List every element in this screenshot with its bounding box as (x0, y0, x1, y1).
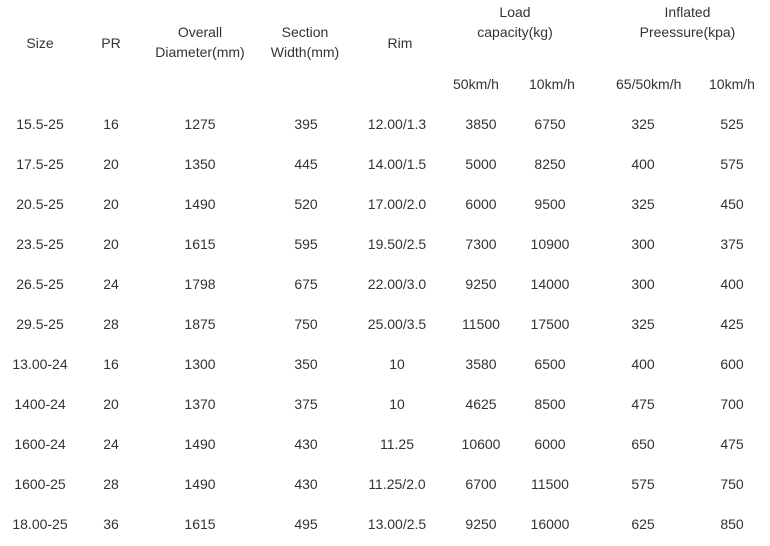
cell-rim: 13.00/2.5 (367, 516, 427, 532)
cell-pressure-10kmh: 600 (720, 356, 744, 372)
cell-load-10kmh: 8500 (534, 396, 566, 412)
cell-pr: 28 (103, 316, 119, 332)
subheader-load-10kmh: 10km/h (529, 76, 575, 92)
cell-overall-diameter: 1300 (184, 356, 216, 372)
cell-pressure-65-50kmh: 650 (631, 436, 655, 452)
cell-section-width: 375 (294, 396, 318, 412)
cell-overall-diameter: 1275 (184, 116, 216, 132)
cell-pressure-10kmh: 750 (720, 476, 744, 492)
cell-pressure-65-50kmh: 300 (631, 236, 655, 252)
cell-load-50kmh: 9250 (465, 516, 497, 532)
header-load-capacity: Load capacity(kg) (477, 4, 553, 40)
cell-pressure-10kmh: 450 (720, 196, 744, 212)
cell-load-50kmh: 7300 (465, 236, 497, 252)
cell-pressure-10kmh: 850 (720, 516, 744, 532)
cell-pressure-65-50kmh: 475 (631, 396, 655, 412)
cell-section-width: 430 (294, 476, 318, 492)
cell-section-width: 495 (294, 516, 318, 532)
cell-overall-diameter: 1490 (184, 476, 216, 492)
cell-size: 13.00-24 (12, 356, 68, 372)
cell-pressure-10kmh: 475 (720, 436, 744, 452)
cell-pressure-10kmh: 525 (720, 116, 744, 132)
cell-pressure-10kmh: 575 (720, 156, 744, 172)
cell-pressure-10kmh: 425 (720, 316, 744, 332)
cell-size: 20.5-25 (16, 196, 64, 212)
cell-section-width: 675 (294, 276, 318, 292)
cell-overall-diameter: 1798 (184, 276, 216, 292)
subheader-pressure-65-50kmh: 65/50km/h (616, 76, 682, 92)
cell-size: 1600-25 (14, 476, 66, 492)
header-pr: PR (101, 35, 121, 51)
cell-size: 17.5-25 (16, 156, 64, 172)
cell-section-width: 595 (294, 236, 318, 252)
cell-rim: 10 (389, 396, 405, 412)
cell-rim: 12.00/1.3 (367, 116, 427, 132)
cell-section-width: 445 (294, 156, 318, 172)
cell-pr: 28 (103, 476, 119, 492)
cell-rim: 11.25/2.0 (368, 476, 426, 492)
cell-pr: 16 (103, 356, 119, 372)
cell-section-width: 430 (294, 436, 318, 452)
cell-pressure-65-50kmh: 325 (631, 196, 655, 212)
cell-load-10kmh: 17500 (530, 316, 570, 332)
cell-load-10kmh: 16000 (530, 516, 570, 532)
cell-pressure-65-50kmh: 300 (631, 276, 655, 292)
cell-section-width: 750 (294, 316, 318, 332)
cell-rim: 17.00/2.0 (367, 196, 427, 212)
cell-pressure-10kmh: 400 (720, 276, 744, 292)
cell-load-10kmh: 11500 (531, 476, 569, 492)
cell-overall-diameter: 1370 (184, 396, 216, 412)
cell-section-width: 395 (294, 116, 318, 132)
header-rim: Rim (387, 35, 413, 51)
cell-load-10kmh: 6000 (534, 436, 566, 452)
cell-pressure-65-50kmh: 625 (631, 516, 655, 532)
cell-load-50kmh: 6700 (465, 476, 497, 492)
cell-section-width: 350 (294, 356, 318, 372)
cell-overall-diameter: 1875 (184, 316, 216, 332)
cell-rim: 14.00/1.5 (367, 156, 427, 172)
cell-load-10kmh: 6500 (534, 356, 566, 372)
cell-rim: 22.00/3.0 (367, 276, 427, 292)
cell-load-50kmh: 10600 (461, 436, 501, 452)
cell-pressure-10kmh: 700 (720, 396, 744, 412)
cell-overall-diameter: 1490 (184, 196, 216, 212)
cell-size: 15.5-25 (16, 116, 64, 132)
cell-overall-diameter: 1615 (184, 236, 216, 252)
cell-pressure-65-50kmh: 325 (631, 116, 655, 132)
subheader-pressure-10kmh: 10km/h (709, 76, 755, 92)
header-size: Size (26, 35, 54, 51)
cell-pr: 24 (103, 276, 119, 292)
cell-size: 23.5-25 (16, 236, 64, 252)
cell-load-50kmh: 3850 (465, 116, 497, 132)
cell-overall-diameter: 1490 (184, 436, 216, 452)
cell-rim: 10 (389, 356, 405, 372)
cell-load-50kmh: 9250 (465, 276, 497, 292)
cell-load-50kmh: 5000 (465, 156, 497, 172)
cell-load-10kmh: 14000 (530, 276, 570, 292)
cell-rim: 25.00/3.5 (367, 316, 427, 332)
cell-pr: 20 (103, 196, 119, 212)
cell-load-10kmh: 8250 (534, 156, 566, 172)
cell-pressure-65-50kmh: 400 (631, 156, 655, 172)
cell-pr: 20 (103, 236, 119, 252)
cell-pressure-65-50kmh: 325 (631, 316, 655, 332)
cell-pr: 20 (103, 156, 119, 172)
cell-load-10kmh: 6750 (534, 116, 566, 132)
subheader-load-50kmh: 50km/h (453, 76, 499, 92)
cell-load-50kmh: 11500 (462, 316, 500, 332)
cell-pr: 20 (103, 396, 119, 412)
cell-overall-diameter: 1615 (184, 516, 216, 532)
cell-load-10kmh: 9500 (534, 196, 566, 212)
cell-load-50kmh: 3580 (465, 356, 497, 372)
cell-size: 1600-24 (14, 436, 66, 452)
cell-load-50kmh: 6000 (465, 196, 497, 212)
cell-pr: 16 (103, 116, 119, 132)
cell-size: 18.00-25 (12, 516, 68, 532)
cell-pr: 24 (103, 436, 119, 452)
cell-rim: 19.50/2.5 (367, 236, 427, 252)
cell-size: 1400-24 (14, 396, 66, 412)
cell-pr: 36 (103, 516, 119, 532)
cell-size: 29.5-25 (16, 316, 64, 332)
cell-pressure-65-50kmh: 575 (631, 476, 655, 492)
cell-load-10kmh: 10900 (530, 236, 570, 252)
header-section-width: Section Width(mm) (270, 24, 340, 60)
cell-pressure-10kmh: 375 (720, 236, 744, 252)
cell-section-width: 520 (294, 196, 318, 212)
cell-load-50kmh: 4625 (465, 396, 497, 412)
cell-overall-diameter: 1350 (184, 156, 216, 172)
cell-rim: 11.25 (380, 436, 414, 452)
cell-size: 26.5-25 (16, 276, 64, 292)
header-inflated-pressure: Inflated Preessure(kpa) (639, 4, 736, 40)
header-overall-diameter: Overall Diameter(mm) (155, 24, 245, 60)
cell-pressure-65-50kmh: 400 (631, 356, 655, 372)
